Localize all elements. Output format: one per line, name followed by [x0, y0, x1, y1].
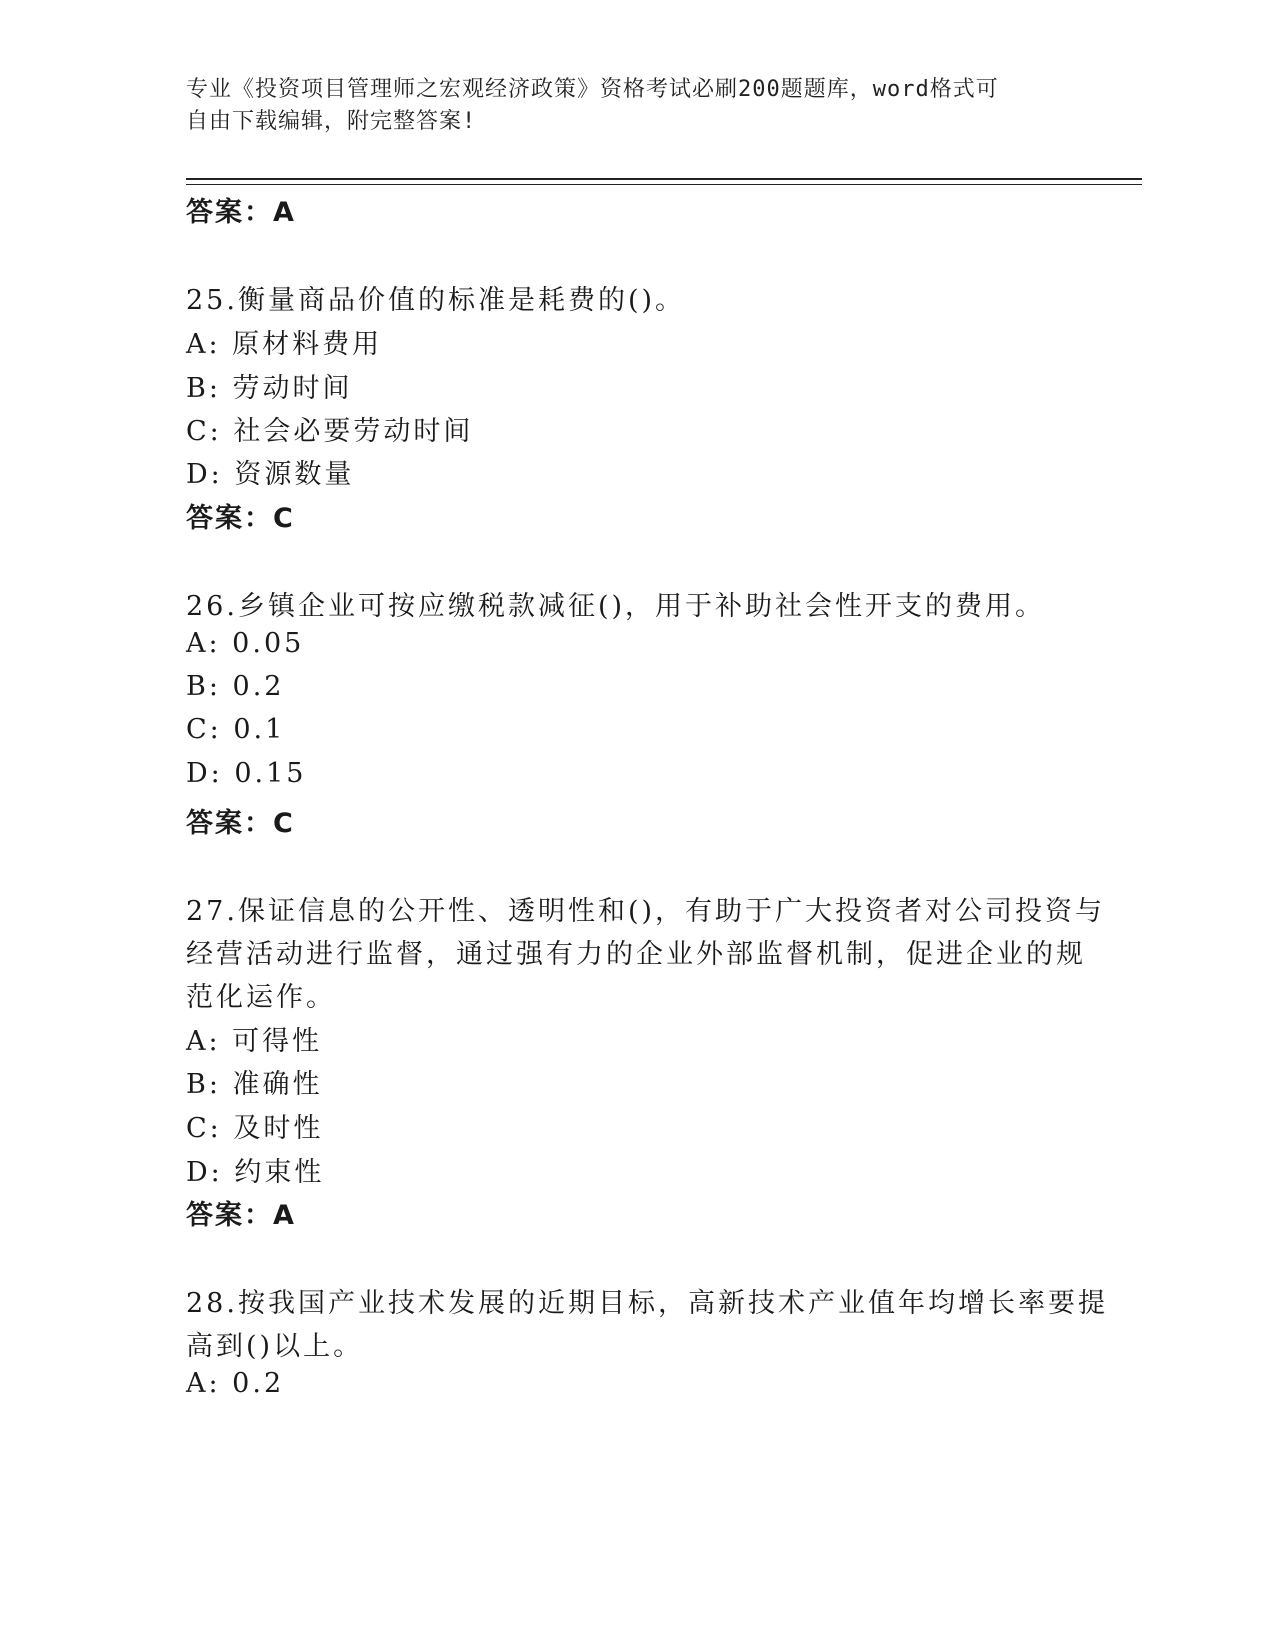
question-stem: 27.保证信息的公开性、透明性和()，有助于广大投资者对公司投资与 — [186, 896, 1106, 927]
question-stem: 28.按我国产业技术发展的近期目标，高新技术产业值年均增长率要提 — [186, 1288, 1108, 1319]
question-stem: 25.衡量商品价值的标准是耗费的()。 — [186, 285, 686, 316]
document-header — [186, 74, 1086, 138]
header-line-1: 专业《投资项目管理师之宏观经济政策》资格考试必刷200题题库，word格式可 — [186, 77, 999, 102]
answer-line: 答案：C — [186, 808, 295, 839]
option-a: A: 0.05 — [186, 628, 305, 659]
question-stem: 范化运作。 — [186, 982, 336, 1013]
option-d: D: 资源数量 — [186, 459, 355, 490]
option-d: D: 0.15 — [186, 758, 307, 789]
answer-line: 答案：A — [186, 1200, 296, 1231]
option-b: B: 劳动时间 — [186, 373, 353, 404]
answer-line: 答案：A — [186, 197, 296, 228]
option-a: A: 原材料费用 — [186, 329, 383, 360]
question-stem: 经营活动进行监督，通过强有力的企业外部监督机制，促进企业的规 — [186, 939, 1086, 970]
option-c: C: 社会必要劳动时间 — [186, 416, 474, 447]
answer-line: 答案：C — [186, 503, 295, 534]
question-stem: 26.乡镇企业可按应缴税款减征()，用于补助社会性开支的费用。 — [186, 591, 1046, 622]
option-b: B: 0.2 — [186, 671, 285, 702]
header-line-2: 自由下载编辑，附完整答案! — [186, 109, 477, 134]
option-a: A: 0.2 — [186, 1368, 285, 1399]
option-c: C: 及时性 — [186, 1113, 324, 1144]
option-a: A: 可得性 — [186, 1026, 323, 1057]
header-rule-thick — [186, 178, 1142, 180]
option-b: B: 准确性 — [186, 1069, 323, 1100]
header-rule-thin — [186, 184, 1142, 185]
option-c: C: 0.1 — [186, 714, 286, 745]
option-d: D: 约束性 — [186, 1157, 325, 1188]
question-stem: 高到()以上。 — [186, 1331, 364, 1362]
